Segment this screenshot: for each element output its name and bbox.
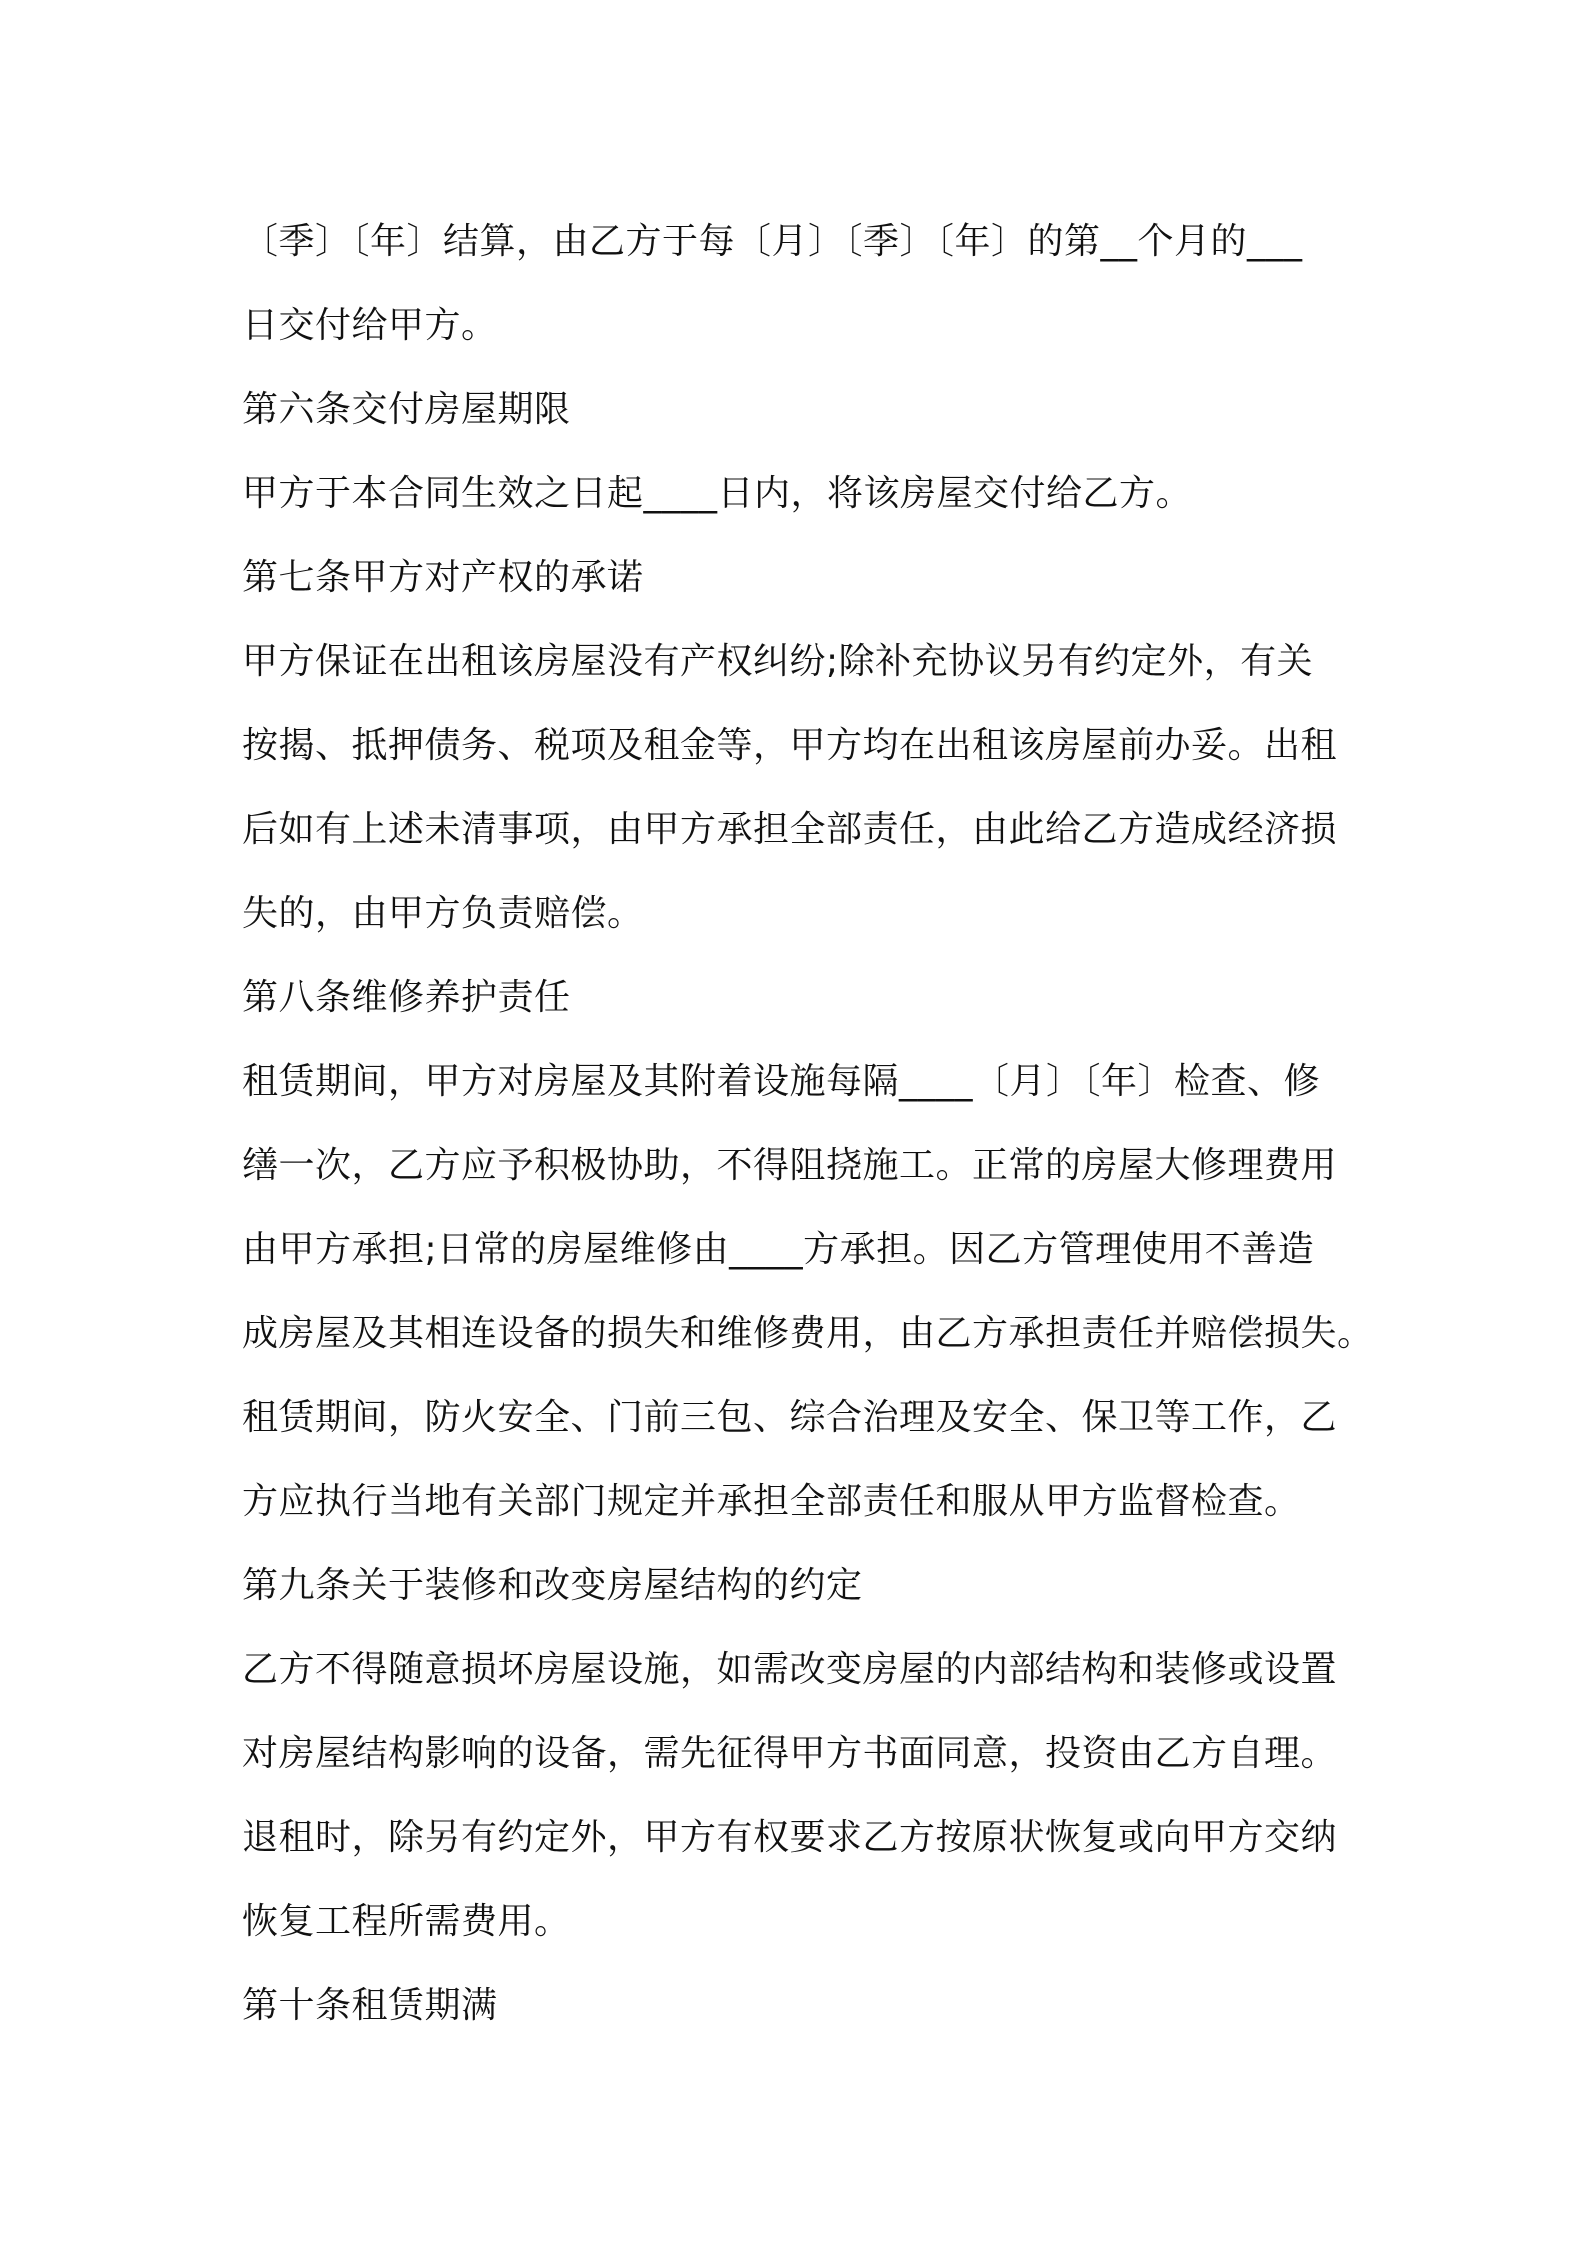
text-line-13: 由甲方承担;日常的房屋维修由____方承担。因乙方管理使用不善造 bbox=[242, 1229, 1315, 1270]
text-line-11: 租赁期间，甲方对房屋及其附着设施每隔____〔月〕〔年〕检查、修 bbox=[242, 1061, 1321, 1102]
text-line-21: 恢复工程所需费用。 bbox=[242, 1901, 571, 1942]
text-line-19: 对房屋结构影响的设备，需先征得甲方书面同意，投资由乙方自理。 bbox=[242, 1733, 1338, 1774]
section-heading-article-7: 第七条甲方对产权的承诺 bbox=[242, 557, 644, 598]
text-line-2: 日交付给甲方。 bbox=[242, 305, 498, 346]
document-body bbox=[242, 200, 1382, 2048]
text-line-14: 成房屋及其相连设备的损失和维修费用，由乙方承担责任并赔偿损失。 bbox=[242, 1313, 1374, 1354]
text-line-16: 方应执行当地有关部门规定并承担全部责任和服从甲方监督检查。 bbox=[242, 1481, 1301, 1522]
section-heading-article-10: 第十条租赁期满 bbox=[242, 1985, 498, 2026]
text-line-15: 租赁期间，防火安全、门前三包、综合治理及安全、保卫等工作，乙 bbox=[242, 1397, 1338, 1438]
section-heading-article-9: 第九条关于装修和改变房屋结构的约定 bbox=[242, 1565, 863, 1606]
text-line-7: 按揭、抵押债务、税项及租金等，甲方均在出租该房屋前办妥。出租 bbox=[242, 725, 1338, 766]
text-line-6: 甲方保证在出租该房屋没有产权纠纷;除补充协议另有约定外，有关 bbox=[242, 641, 1314, 682]
section-heading-article-6: 第六条交付房屋期限 bbox=[242, 389, 571, 430]
text-line-8: 后如有上述未清事项，由甲方承担全部责任，由此给乙方造成经济损 bbox=[242, 809, 1338, 850]
section-heading-article-8: 第八条维修养护责任 bbox=[242, 977, 571, 1018]
text-line-9: 失的，由甲方负责赔偿。 bbox=[242, 893, 644, 934]
text-line-1: 〔季〕〔年〕结算，由乙方于每〔月〕〔季〕〔年〕的第__个月的___ bbox=[242, 221, 1303, 262]
text-line-12: 缮一次，乙方应予积极协助，不得阻挠施工。正常的房屋大修理费用 bbox=[242, 1145, 1338, 1186]
text-line-18: 乙方不得随意损坏房屋设施，如需改变房屋的内部结构和装修或设置 bbox=[242, 1649, 1338, 1690]
text-line-4: 甲方于本合同生效之日起____日内，将该房屋交付给乙方。 bbox=[242, 473, 1193, 514]
text-line-20: 退租时，除另有约定外，甲方有权要求乙方按原状恢复或向甲方交纳 bbox=[242, 1817, 1338, 1858]
